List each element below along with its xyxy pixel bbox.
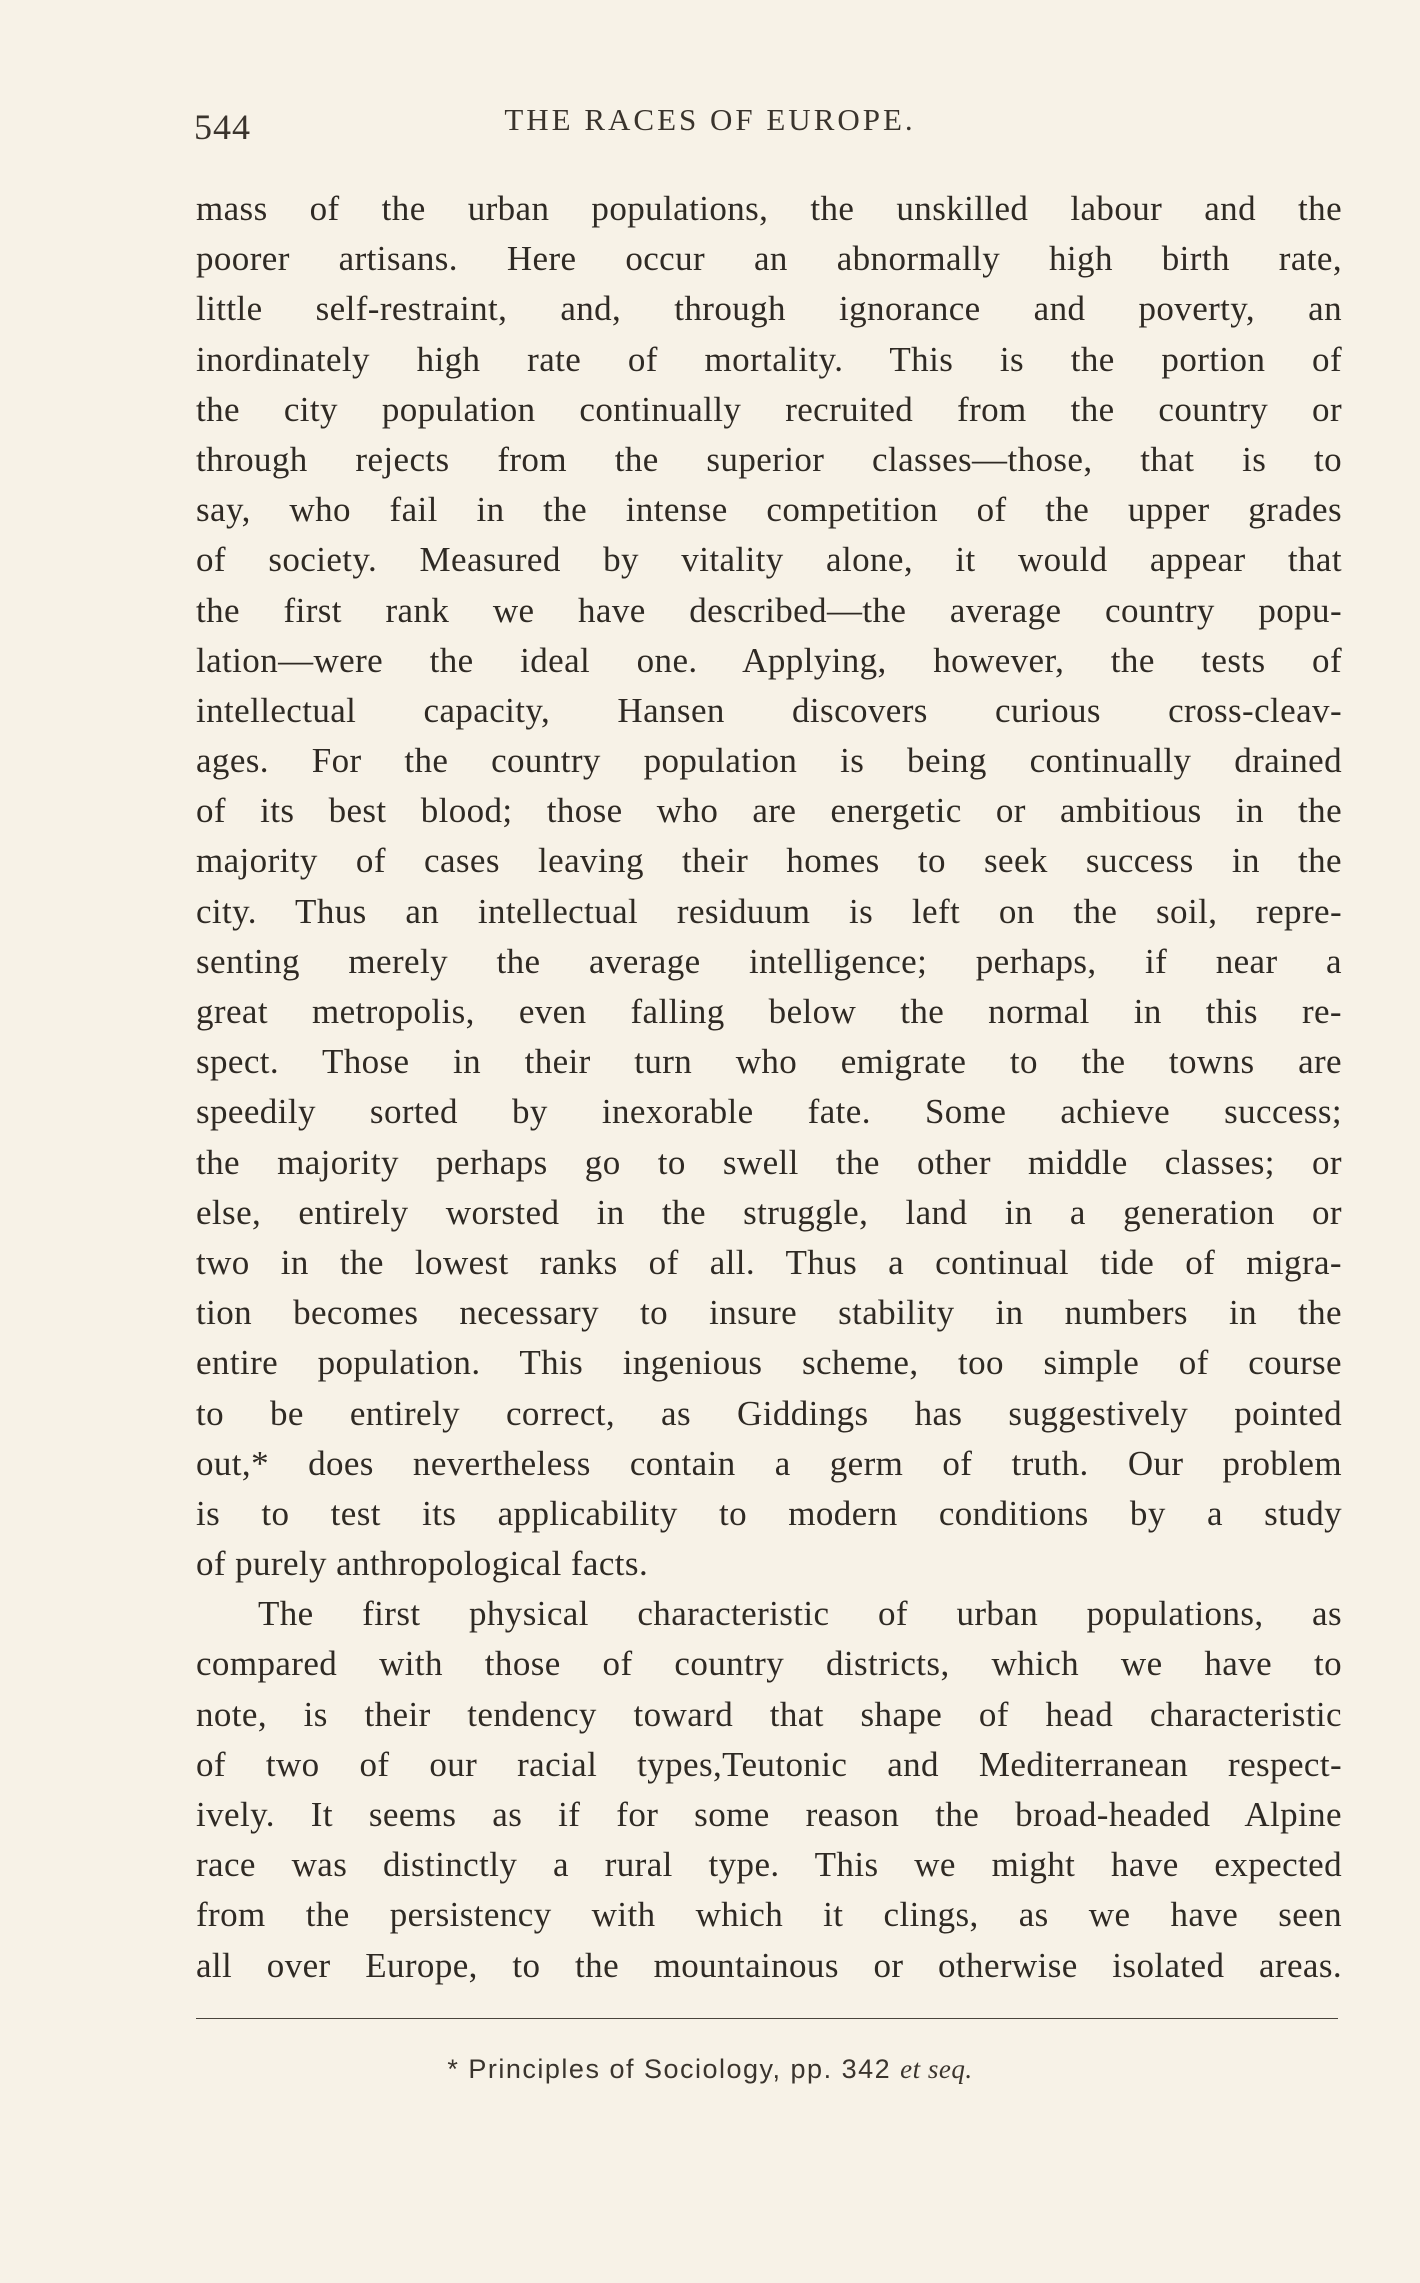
text-line: poorer artisans. Here occur an abnormally high birth rate, [196,239,1342,279]
body-text [196,184,1342,1991]
text-line: majority of cases leaving their homes to seek success in the [196,841,1342,881]
text-line: little self-restraint, and, through ignorance and poverty, an [196,289,1342,329]
text-line: to be entirely correct, as Giddings has suggestively pointed [196,1393,1342,1433]
text-line: city. Thus an intellectual residuum is left on the soil, repre- [196,891,1342,931]
text-line: lation—were the ideal one. Applying, however, the tests of [196,640,1342,680]
text-line: spect. Those in their turn who emigrate to the towns are [196,1042,1342,1082]
text-line: of purely anthropological facts. [196,1544,649,1584]
text-line: all over Europe, to the mountainous or otherwise isolated areas. [196,1945,1342,1985]
text-line: of its best blood; those who are energetic or ambitious in the [196,791,1342,831]
text-line: else, entirely worsted in the struggle, land in a generation or [196,1192,1342,1232]
text-line: The first physical characteristic of urban populations, as [258,1594,1342,1634]
text-line: the majority perhaps go to swell the other middle classes; or [196,1142,1342,1182]
text-line: ages. For the country population is being continually drained [196,741,1342,781]
paragraph-2 [196,1589,1342,1991]
text-line: ively. It seems as if for some reason the broad-headed Alpine [196,1795,1342,1834]
text-line: two in the lowest ranks of all. Thus a continual tide of migra- [196,1242,1342,1282]
text-line: the first rank we have described—the average country popu- [196,590,1342,630]
footnote-text: Principles of Sociology, pp. 342 [468,2054,892,2084]
text-line: through rejects from the superior classes—those, that is to [196,439,1342,479]
footnote-marker: * [447,2054,460,2084]
text-line: from the persistency with which it clings, as we have seen [196,1895,1342,1935]
text-line: of society. Measured by vitality alone, it would appear that [196,540,1342,580]
footnote-divider [196,2018,1338,2019]
text-line: senting merely the average intelligence; perhaps, if near a [196,941,1342,981]
text-line: out,* does nevertheless contain a germ of truth. Our problem [196,1443,1342,1483]
footnote-italic-text: et seq. [900,2054,973,2084]
running-title: THE RACES OF EUROPE. [504,102,916,137]
text-line: inordinately high rate of mortality. This is the portion of [196,339,1342,379]
text-line: note, is their tendency toward that shape of head characteristic [196,1694,1342,1734]
paragraph-1 [196,184,1342,1589]
text-line: great metropolis, even falling below the normal in this re- [196,992,1342,1031]
text-line: tion becomes necessary to insure stability in numbers in the [196,1293,1342,1333]
text-line: is to test its applicability to modern conditions by a study [196,1493,1342,1533]
text-line: say, who fail in the intense competition of the upper grades [196,490,1342,530]
text-line: mass of the urban populations, the unskilled labour and the [196,189,1342,228]
text-line: entire population. This ingenious scheme, too simple of course [196,1343,1342,1383]
footnote [0,2054,1420,2085]
text-line: compared with those of country districts, which we have to [196,1644,1342,1684]
page-number: 544 [194,107,251,147]
text-line: the city population continually recruited from the country or [196,389,1342,429]
text-line: speedily sorted by inexorable fate. Some achieve success; [196,1092,1342,1132]
text-line: race was distinctly a rural type. This we might have expected [196,1845,1342,1885]
text-line: intellectual capacity, Hansen discovers curious cross-cleav- [196,690,1342,730]
text-line: of two of our racial types,Teutonic and Mediterranean respect- [196,1744,1342,1784]
